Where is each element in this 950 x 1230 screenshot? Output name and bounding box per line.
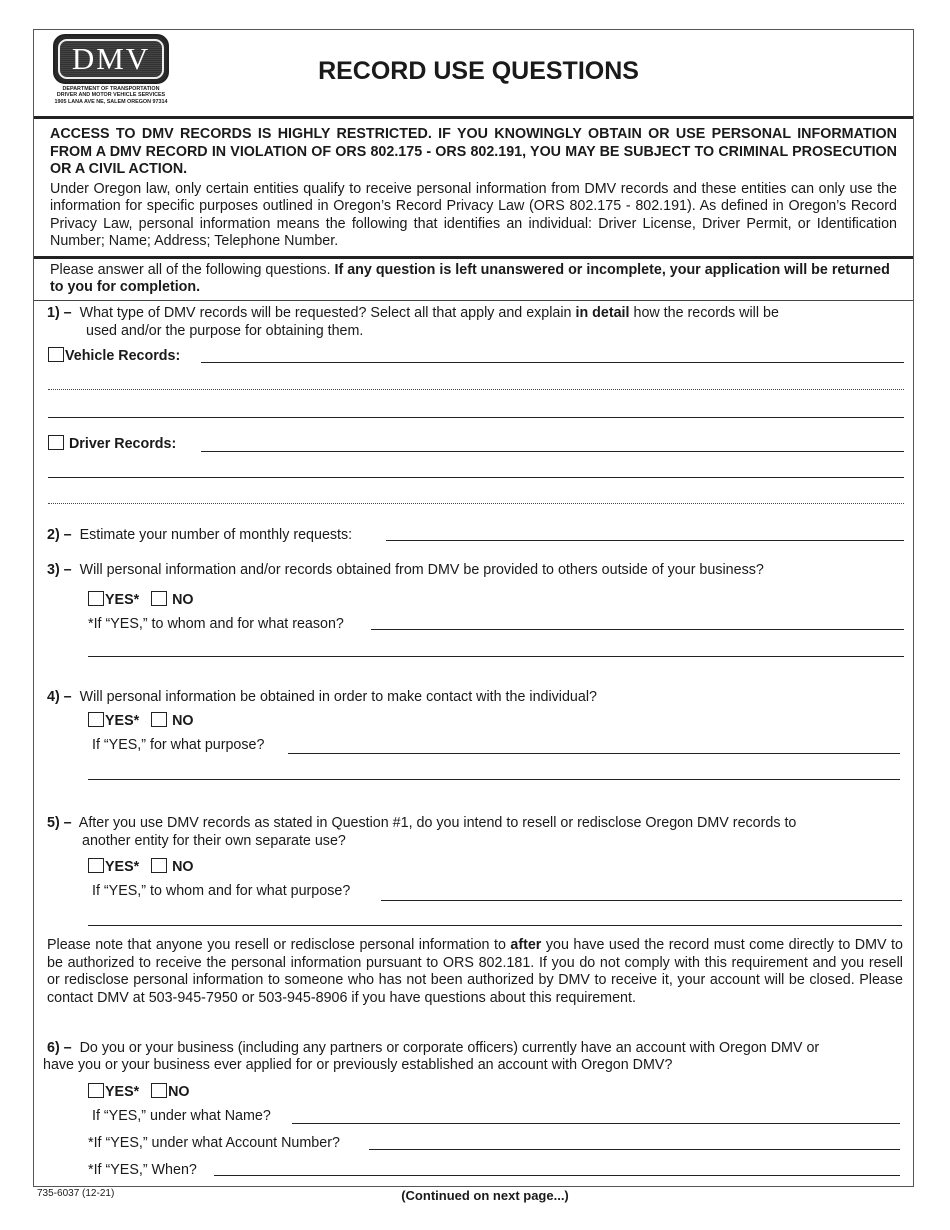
q4-text: [47, 689, 597, 707]
q6-account-label: *If “YES,” under what Account Number?: [88, 1135, 340, 1151]
q4-followup-label: If “YES,” for what purpose?: [92, 737, 265, 753]
q6-no-label: NO: [168, 1084, 190, 1100]
driver-records-label: Driver Records:: [68, 436, 177, 452]
q6-yes-checkbox[interactable]: [88, 1083, 104, 1098]
q3-followup-field-2[interactable]: [88, 656, 904, 657]
warning-body-text: Under Oregon law, only certain entities qualify to receive personal information from DMV records and these entities can only use the information for specific purposes outlined in Oregon’s Record Privacy Law (ORS 802.175 - 802.191). As defined in Oregon’s Record Privacy Law, personal information means the following that identifies an individual: Driver License, Driver Permit, or Identification Number; Name; Address; Telephone Number.: [50, 180, 897, 249]
q3-options: [88, 591, 194, 610]
q5-followup-field-2[interactable]: [88, 925, 902, 926]
q6-yes-label: YES*: [105, 1084, 140, 1100]
logo-line-3: 1905 LANA AVE NE, SALEM OREGON 97314: [54, 98, 168, 105]
q1-text-bold: in detail: [575, 305, 630, 321]
q3-followup-field[interactable]: [371, 629, 904, 630]
instructions-plain: Please answer all of the following questions.: [50, 261, 335, 278]
q3-followup-label: *If “YES,” to whom and for what reason?: [88, 616, 344, 632]
q6-question-a: Do you or your business (including any partners or corporate officers) currently have an account with Oregon DMV or: [79, 1040, 820, 1056]
vehicle-records-option[interactable]: [48, 347, 180, 366]
note-text-bold: after: [510, 937, 542, 953]
note-text-b: you have used the record must come directly to DMV to be authorized to receive the personal information pursuant to ORS 802.181. If you do not comply with this requirement and you resell or redisclose personal information to someone who has not been authorized by DMV to receive it, your account will be closed. Please contact DMV at 503-945-7950 or 503-945-8906 if you have questions about this requirement.: [47, 937, 903, 1006]
q1-text-b: how the records will be: [629, 305, 779, 321]
q4-no-checkbox[interactable]: [151, 712, 167, 727]
driver-records-checkbox[interactable]: [48, 435, 64, 450]
continued-text: (Continued on next page...): [401, 1188, 569, 1203]
note-text-a: Please note that anyone you resell or redisclose personal information to: [47, 937, 511, 953]
q3-question: Will personal information and/or records obtained from DMV be provided to others outside of your business?: [79, 562, 764, 578]
q2-number: 2) –: [47, 527, 72, 543]
q5-text-cont: another entity for their own separate use?: [82, 833, 346, 849]
driver-records-option[interactable]: [48, 435, 176, 454]
q5-yes-checkbox[interactable]: [88, 858, 104, 873]
q5-number: 5) –: [47, 815, 72, 831]
q5-followup-field[interactable]: [381, 900, 902, 901]
dmv-logo-text: DMV: [58, 39, 164, 79]
resell-note: [47, 937, 903, 1007]
q3-no-checkbox[interactable]: [151, 591, 167, 606]
q5-text: [47, 815, 796, 833]
q1-number: 1) –: [47, 305, 72, 321]
vehicle-records-checkbox[interactable]: [48, 347, 64, 362]
q4-followup-field-2[interactable]: [88, 779, 900, 780]
form-number: 735-6037 (12-21): [37, 1188, 115, 1199]
q3-yes-label: YES*: [105, 592, 140, 608]
q6-name-label: If “YES,” under what Name?: [92, 1108, 271, 1124]
form-header: [34, 30, 913, 119]
q5-no-label: NO: [172, 859, 194, 875]
q4-followup-field[interactable]: [288, 753, 900, 754]
vehicle-records-field[interactable]: [201, 362, 904, 363]
q6-when-label: *If “YES,” When?: [88, 1162, 197, 1178]
dmv-logo-subtitle: [52, 86, 170, 105]
q5-question-a: After you use DMV records as stated in Question #1, do you intend to resell or redisclose Oregon DMV records to: [78, 815, 797, 831]
q2-text: [47, 527, 352, 545]
q4-yes-checkbox[interactable]: [88, 712, 104, 727]
q4-no-label: NO: [172, 713, 194, 729]
q4-options: [88, 712, 194, 731]
q1-text: [47, 305, 779, 323]
page-title: RECORD USE QUESTIONS: [318, 57, 639, 85]
q6-account-field[interactable]: [369, 1149, 900, 1150]
warning-section: [34, 119, 913, 259]
q5-no-checkbox[interactable]: [151, 858, 167, 873]
q6-when-field[interactable]: [214, 1175, 900, 1176]
q4-question: Will personal information be obtained in order to make contact with the individual?: [79, 689, 597, 705]
q1-text-a: What type of DMV records will be requested? Select all that apply and explain: [79, 305, 576, 321]
q5-yes-label: YES*: [105, 859, 140, 875]
q6-number: 6) –: [47, 1040, 72, 1056]
driver-records-field-2[interactable]: [48, 477, 904, 478]
logo-line-2: DRIVER AND MOTOR VEHICLE SERVICES: [56, 92, 166, 99]
vehicle-records-label: Vehicle Records:: [65, 348, 181, 364]
q3-no-label: NO: [172, 592, 194, 608]
q6-no-checkbox[interactable]: [151, 1083, 167, 1098]
q3-yes-checkbox[interactable]: [88, 591, 104, 606]
q6-text-cont: have you or your business ever applied for or previously established an account with Oregon DMV?: [43, 1057, 673, 1073]
vehicle-records-field-3[interactable]: [48, 417, 904, 418]
q4-yes-label: YES*: [105, 713, 140, 729]
q1-text-cont: used and/or the purpose for obtaining them.: [86, 323, 364, 339]
q6-text: [47, 1040, 819, 1058]
monthly-requests-field[interactable]: [386, 540, 904, 541]
q5-followup-label: If “YES,” to whom and for what purpose?: [92, 883, 351, 899]
q3-number: 3) –: [47, 562, 72, 578]
driver-records-field[interactable]: [201, 451, 904, 452]
warning-bold-text: ACCESS TO DMV RECORDS IS HIGHLY RESTRICTED. IF YOU KNOWINGLY OBTAIN OR USE PERSONAL INFORMATION FROM A DMV RECORD IN VIOLATION OF ORS 802.175 - ORS 802.191, YOU MAY BE SUBJECT TO CRIMINAL PROSECUTION OR A CIVIL ACTION.: [50, 126, 897, 177]
q6-name-field[interactable]: [292, 1123, 900, 1124]
q6-options: [88, 1083, 190, 1102]
q5-options: [88, 858, 194, 877]
logo-line-1: DEPARTMENT OF TRANSPORTATION: [62, 86, 160, 92]
q2-question: Estimate your number of monthly requests:: [79, 527, 353, 543]
instructions-bold: If any question is left unanswered or incomplete, your application will be returned to you for completion.: [50, 261, 890, 295]
q4-number: 4) –: [47, 689, 72, 705]
q3-text: [47, 562, 764, 580]
driver-records-field-3[interactable]: [48, 503, 904, 504]
vehicle-records-field-2[interactable]: [48, 389, 904, 390]
instructions: [34, 259, 913, 301]
